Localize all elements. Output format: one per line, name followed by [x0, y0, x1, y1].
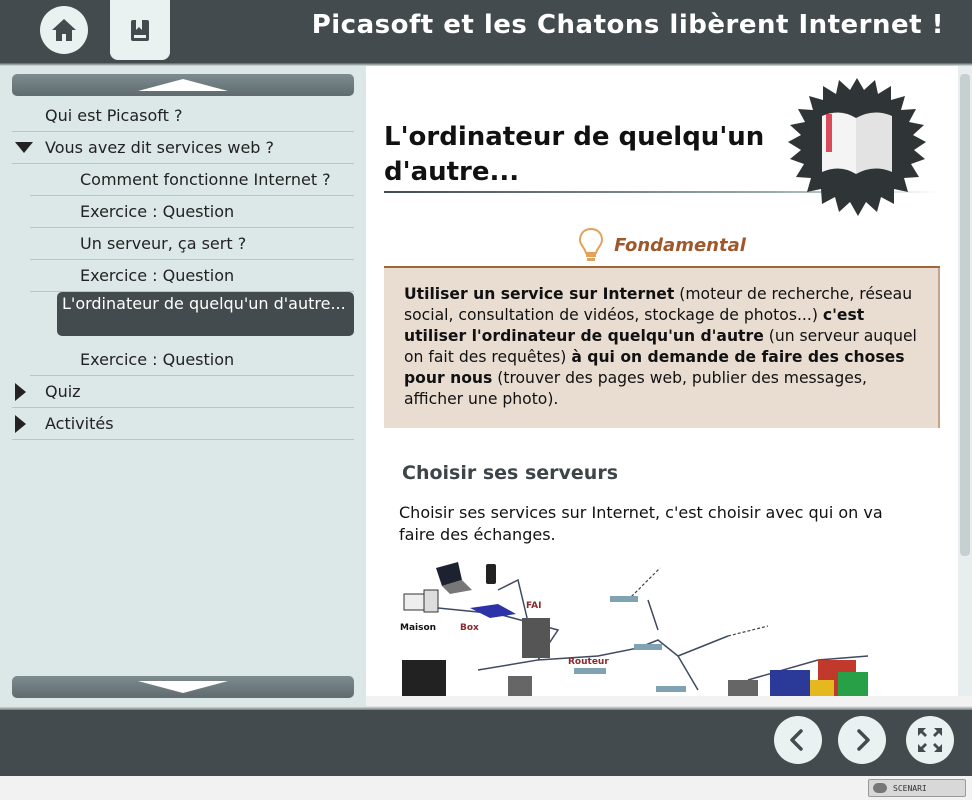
- section-title: Choisir ses serveurs: [402, 462, 619, 484]
- toc-item-active[interactable]: [12, 292, 354, 344]
- content-scrollbar[interactable]: [958, 66, 972, 696]
- caret-right-icon[interactable]: [15, 383, 27, 401]
- scenari-label: SCENARI: [893, 783, 927, 793]
- sidebar-scroll-down-button[interactable]: [12, 676, 354, 698]
- fondamental-text: (trouver des pages web, publier des messages, afficher une photo).: [404, 369, 867, 408]
- toc-item[interactable]: [30, 196, 354, 228]
- next-button[interactable]: [838, 716, 886, 764]
- home-icon: [49, 15, 79, 45]
- toc-item-label: Un serveur, ça sert ?: [80, 234, 247, 253]
- fondamental-label: Fondamental: [614, 234, 746, 256]
- caret-right-icon[interactable]: [15, 415, 27, 433]
- fondamental-header: [384, 224, 940, 268]
- fondamental-text-bold: à qui on demande de faire des choses pour nous: [404, 348, 905, 387]
- label-box: Box: [460, 623, 479, 633]
- chevron-left-icon: [786, 728, 810, 752]
- scenari-logo-icon: [873, 783, 887, 793]
- content-scrollbar-thumb[interactable]: [960, 74, 970, 556]
- toc-item[interactable]: [12, 408, 354, 440]
- toc-item[interactable]: [30, 260, 354, 292]
- fondamental-text-bold: c'est utiliser l'ordinateur de quelqu'un d'autre: [404, 306, 865, 345]
- label-fai: FAI: [526, 601, 542, 611]
- label-routeur: Routeur: [568, 657, 609, 667]
- arrow-down-icon: [138, 681, 228, 693]
- toc-item[interactable]: [12, 100, 354, 132]
- toc-item[interactable]: [12, 132, 354, 164]
- fondamental-text: (un serveur auquel on fait des requêtes): [404, 327, 917, 366]
- document-bookmark-icon: [125, 15, 155, 45]
- fondamental-text: (moteur de recherche, réseau social, consultation de vidéos, stockage de photos...): [404, 285, 913, 324]
- toc-item-label: Comment fonctionne Internet ?: [80, 170, 331, 189]
- fullscreen-button[interactable]: [906, 716, 954, 764]
- caret-down-icon[interactable]: [15, 142, 33, 154]
- chevron-right-icon: [850, 728, 874, 752]
- toc-item-label: Exercice : Question: [80, 266, 235, 285]
- footer-bar: [0, 710, 972, 776]
- section-text: Choisir ses services sur Internet, c'est choisir avec qui on va faire des échanges.: [399, 503, 883, 544]
- scenari-badge[interactable]: [868, 779, 966, 797]
- lightbulb-icon: [578, 227, 604, 263]
- content-area: [366, 66, 958, 696]
- toc-item[interactable]: [12, 376, 354, 408]
- toc-item-label: Activités: [45, 414, 114, 433]
- home-button[interactable]: [40, 6, 88, 54]
- table-of-contents: [12, 100, 354, 440]
- toc-item-label: Exercice : Question: [80, 350, 235, 369]
- document-button[interactable]: [116, 6, 164, 54]
- toc-item-label: Exercice : Question: [80, 202, 235, 221]
- toc-item-label: Vous avez dit services web ?: [45, 138, 275, 157]
- toc-item[interactable]: [30, 344, 354, 376]
- fullscreen-icon: [915, 725, 945, 755]
- fondamental-body: [384, 268, 940, 428]
- status-bar: [0, 776, 972, 800]
- label-maison: Maison: [400, 623, 437, 633]
- toc-item-label: Qui est Picasoft ?: [45, 106, 183, 125]
- toc-item[interactable]: [30, 164, 354, 196]
- toc-item[interactable]: [30, 228, 354, 260]
- arrow-up-icon: [138, 79, 228, 91]
- sidebar-scroll-up-button[interactable]: [12, 74, 354, 96]
- sidebar: [0, 66, 366, 716]
- network-diagram: [398, 560, 898, 696]
- previous-button[interactable]: [774, 716, 822, 764]
- page-title: L'ordinateur de quelqu'un d'autre...: [384, 122, 765, 187]
- toc-item-label: Quiz: [45, 382, 81, 401]
- page-title-header: Picasoft et les Chatons libèrent Internet !: [311, 10, 944, 40]
- fondamental-text-bold: Utiliser un service sur Internet: [404, 285, 675, 303]
- book-badge-icon: [788, 78, 926, 216]
- toc-item-label: L'ordinateur de quelqu'un d'autre...: [57, 292, 354, 336]
